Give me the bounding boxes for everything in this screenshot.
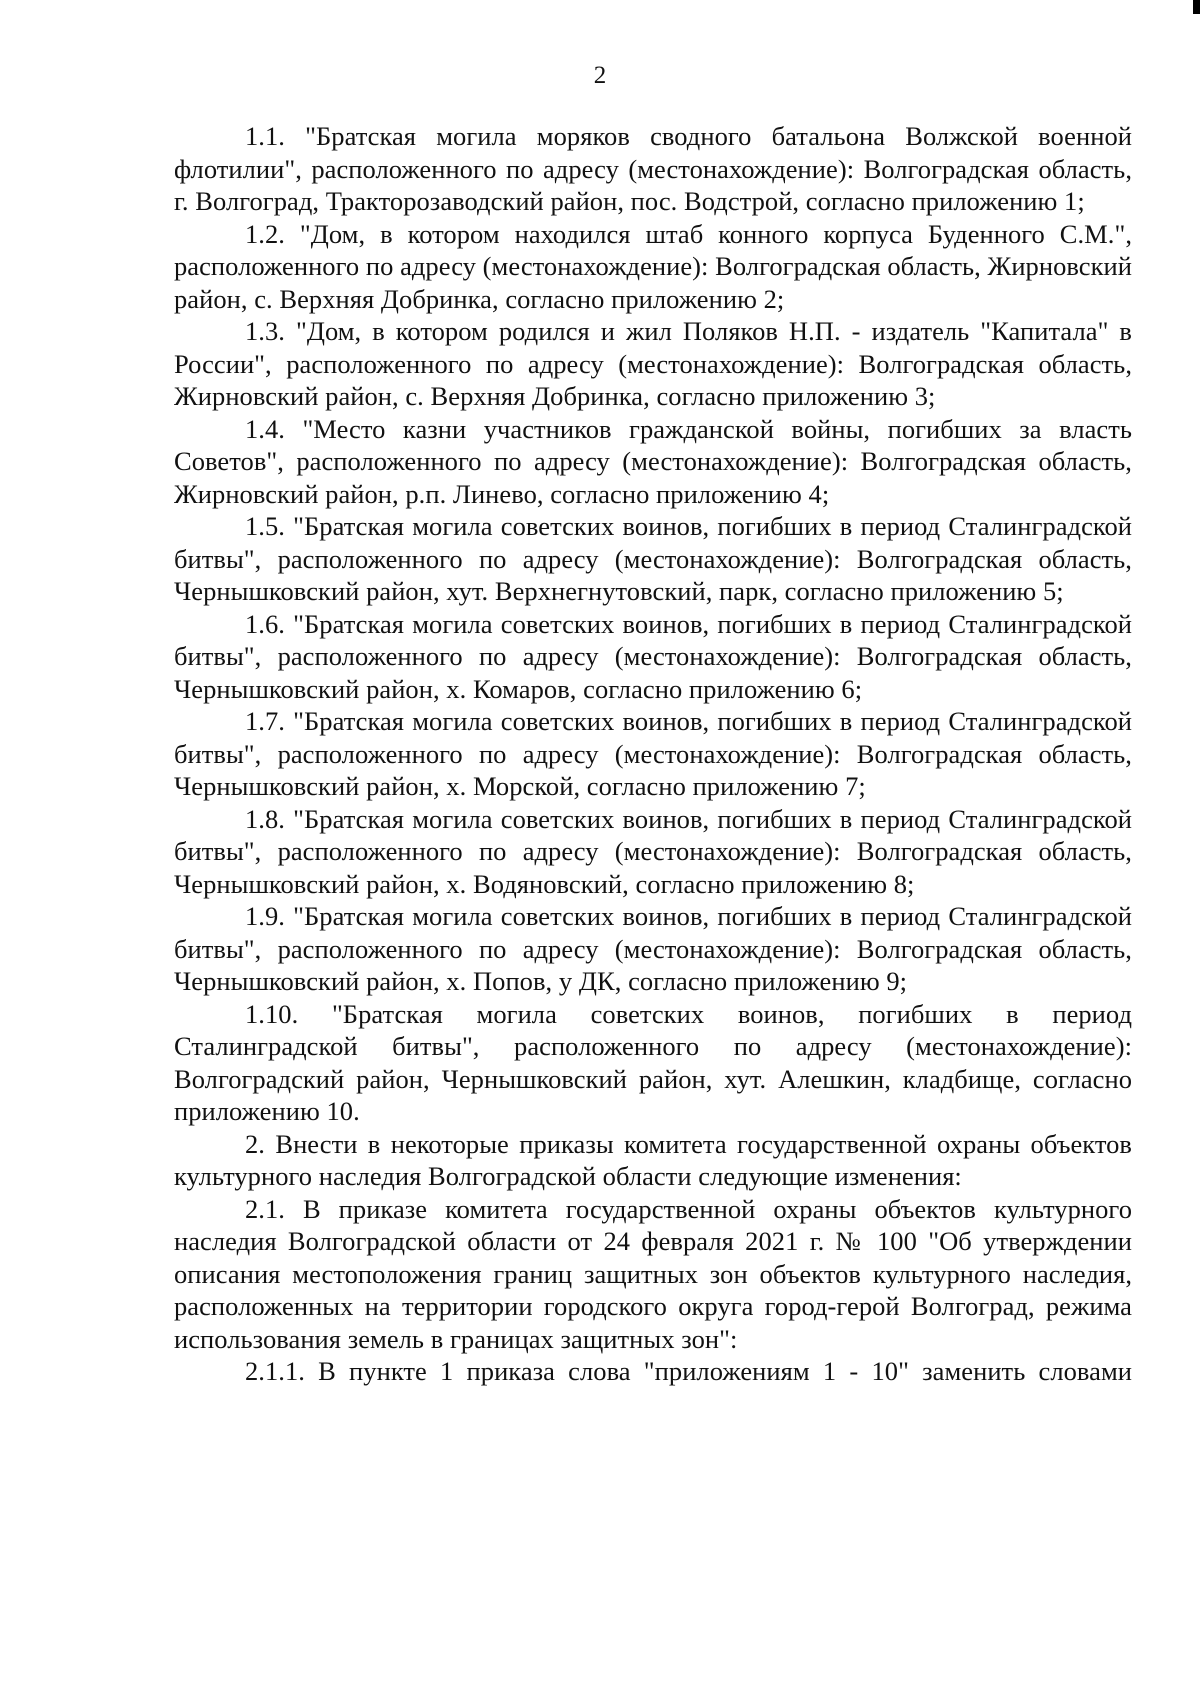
paragraph-1-8: 1.8. "Братская могила советских воинов, погибших в период Сталинградской битвы", расположенного по адресу (местонахождение): Волгоградская область, Чернышковский район, х. Водяновский, согласно приложению 8;	[174, 803, 1132, 899]
paragraph-2-1: 2.1. В приказе комитета государственной охраны объектов культурного наследия Волгоградской области от 24 февраля 2021 г. № 100 "Об утверждении описания местоположения границ защитных зон объектов культурного наследия, расположенных на территории городского округа город-герой Волгоград, режима использования земель в границах защитных зон":	[174, 1193, 1132, 1354]
paragraph-1-7: 1.7. "Братская могила советских воинов, погибших в период Сталинградской битвы", расположенного по адресу (местонахождение): Волгоградская область, Чернышковский район, х. Морской, согласно приложению 7;	[174, 706, 1132, 801]
paragraph-1-9: 1.9. "Братская могила советских воинов, погибших в период Сталинградской битвы", расположенного по адресу (местонахождение): Волгоградская область, Чернышковский район, х. Попов, у ДК, согласно приложению 9;	[174, 901, 1132, 996]
paragraph-1-5: 1.5. "Братская могила советских воинов, погибших в период Сталинградской битвы", расположенного по адресу (местонахождение): Волгоградская область, Чернышковский район, хут. Верхнегнутовский, парк, согласно приложению 5;	[174, 511, 1132, 606]
paragraph-1-1: 1.1. "Братская могила моряков сводного батальона Волжской военной флотилии", расположенного по адресу (местонахождение): Волгоградская область, г. Волгоград, Тракторозаводский район, пос. Водстрой, согласно приложению 1;	[174, 121, 1132, 216]
page-number: 2	[593, 62, 607, 89]
paragraph-1-6: 1.6. "Братская могила советских воинов, погибших в период Сталинградской битвы", расположенного по адресу (местонахождение): Волгоградская область, Чернышковский район, х. Комаров, согласно приложению 6;	[174, 608, 1132, 704]
paragraph-2-1-1: 2.1.1. В пункте 1 приказа слова "приложениям 1 - 10" заменить словами	[245, 1356, 1132, 1386]
paragraph-1-4: 1.4. "Место казни участников гражданской войны, погибших за власть Советов", расположенного по адресу (местонахождение): Волгоградская область, Жирновский район, р.п. Линево, согласно приложению 4;	[174, 413, 1132, 509]
paragraph-2: 2. Внести в некоторые приказы комитета государственной охраны объектов культурного наследия Волгоградской области следующие изменения:	[174, 1128, 1132, 1191]
paragraph-1-3: 1.3. "Дом, в котором родился и жил Поляков Н.П. - издатель "Капитала" в России", расположенного по адресу (местонахождение): Волгоградская область, Жирновский район, с. Верхняя Добринка, согласно приложению 3;	[174, 316, 1132, 411]
scan-edge-mark	[1193, 0, 1200, 14]
paragraph-1-10: 1.10. "Братская могила советских воинов, погибших в период Сталинградской битвы", расположенного по адресу (местонахождение): Волгоградский район, Чернышковский район, хут. Алешкин, кладбище, согласно приложению 10.	[174, 998, 1132, 1126]
paragraph-1-2: 1.2. "Дом, в котором находился штаб конного корпуса Буденного С.М.", расположенного по адресу (местонахождение): Волгоградская область, Жирновский район, с. Верхняя Добринка, согласно приложению 2;	[174, 218, 1132, 314]
document-body	[174, 120, 1132, 1388]
